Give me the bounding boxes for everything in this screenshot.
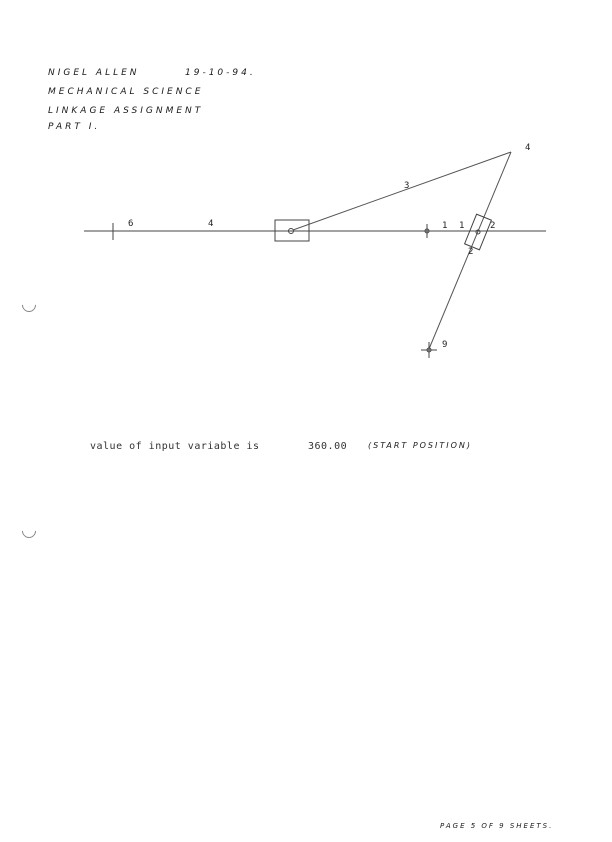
- label-top-joint: 4: [525, 143, 531, 153]
- label-link-2b: 2: [468, 247, 474, 257]
- label-link-1a: 1: [442, 221, 448, 231]
- label-ground-left: 6: [128, 219, 134, 229]
- author-name: NIGEL ALLEN: [48, 68, 140, 78]
- date: 19-10-94.: [185, 68, 256, 78]
- link-3: [293, 152, 511, 230]
- page-counter: PAGE 5 OF 9 SHEETS.: [440, 822, 554, 830]
- course-title: MECHANICAL SCIENCE: [48, 87, 204, 97]
- assignment-title: LINKAGE ASSIGNMENT: [48, 106, 204, 116]
- input-variable-prefix: value of input variable is: [90, 441, 260, 452]
- label-link-1b: 1: [459, 221, 465, 231]
- label-link-ground-4: 4: [208, 219, 214, 229]
- input-variable-value: 360.00: [308, 441, 348, 452]
- part-label: PART I.: [48, 122, 101, 132]
- label-link-2a: 2: [490, 221, 496, 231]
- label-bottom-pivot: 9: [442, 340, 448, 350]
- start-position-note: (START POSITION): [368, 441, 473, 450]
- label-link-3: 3: [404, 181, 410, 191]
